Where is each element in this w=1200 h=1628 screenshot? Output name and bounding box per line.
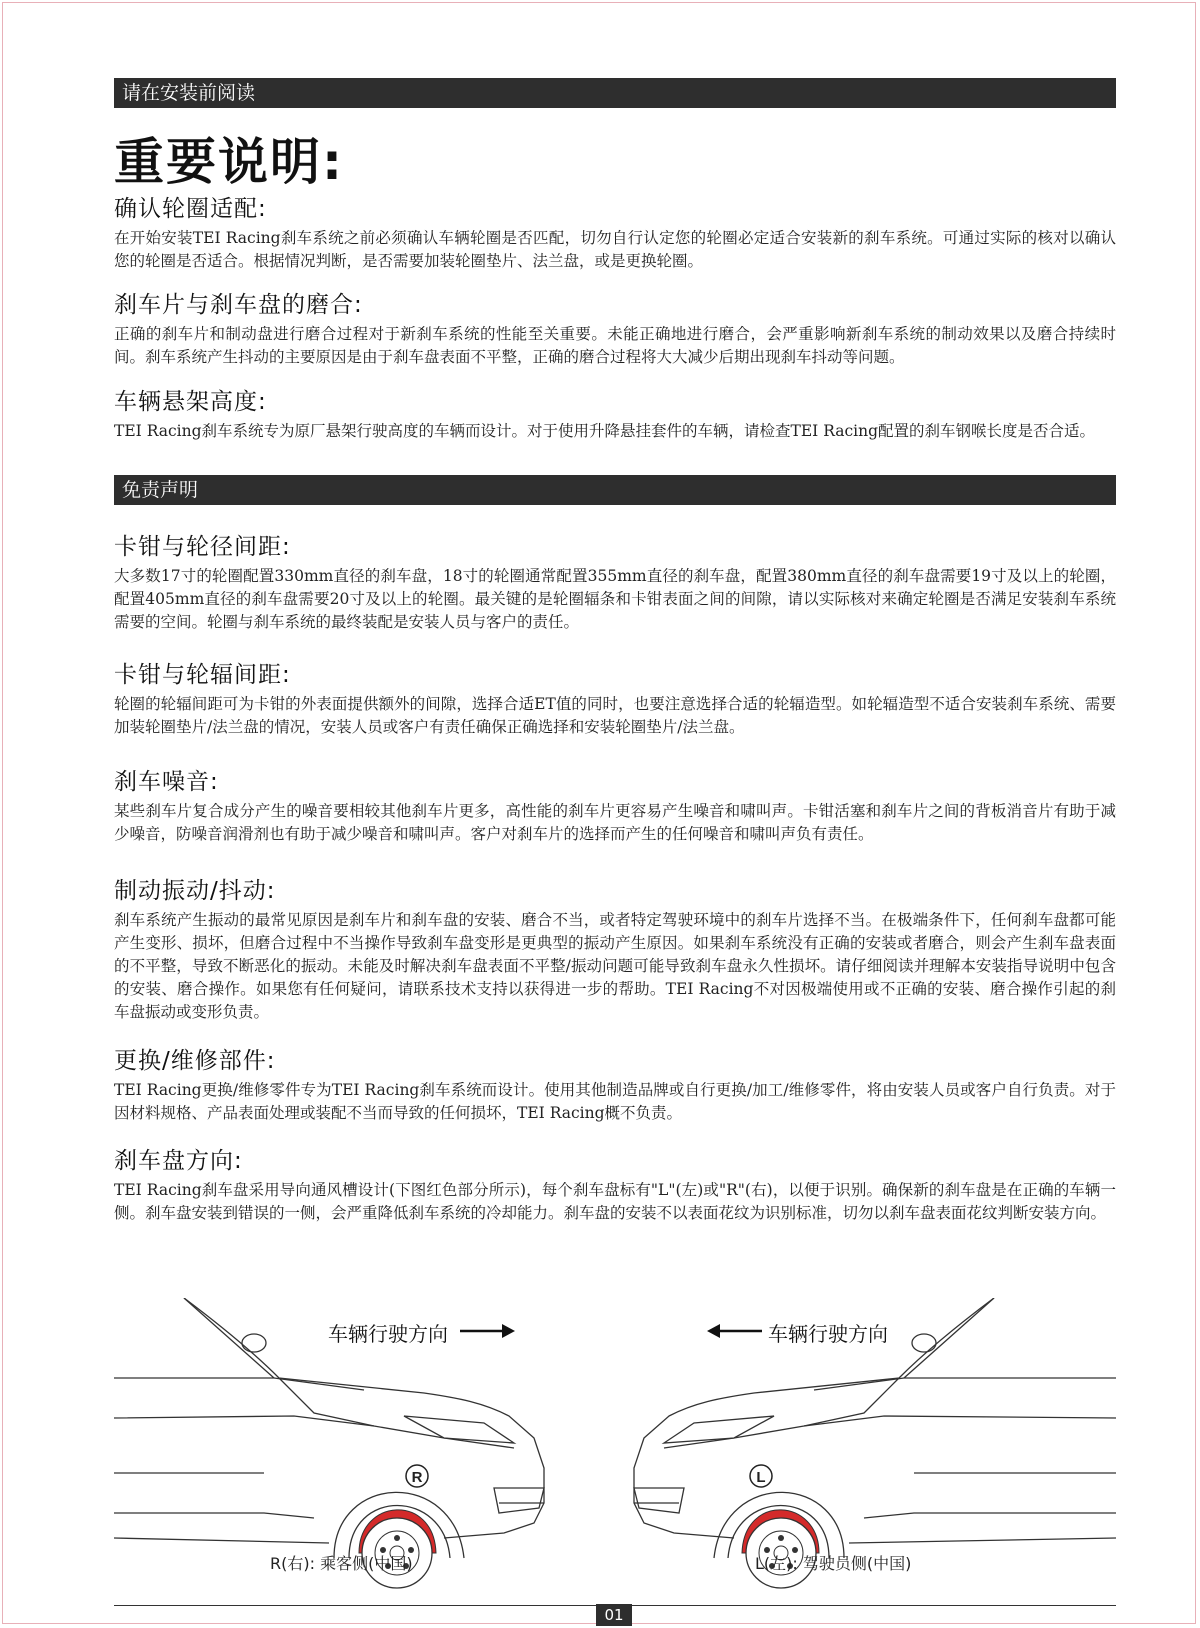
- rotor-direction-figure: [114, 1298, 1116, 1598]
- section-body: 在开始安装TEI Racing刹车系统之前必须确认车辆轮圈是否匹配，切勿自行认定您的轮圈必定适合安装新的刹车系统。可通过实际的核对以确认您的轮圈是否适合。根据情况判断，是否需要加装轮圈垫片、法兰盘，或是更换轮圈。: [114, 229, 1116, 270]
- section-title: 刹车噪音:: [114, 769, 219, 795]
- section-title: 车辆悬架高度:: [114, 389, 267, 415]
- section-body: TEI Racing刹车盘采用导向通风槽设计(下图红色部分所示)，每个刹车盘标有"L"(左)或"R"(右)，以便于识别。确保新的刹车盘是在正确的车辆一侧。刹车盘安装到错误的一侧，会严重降低刹车系统的冷却能力。刹车盘的安装不以表面花纹为识别标准，切勿以刹车盘表面花纹判断安装方向。: [114, 1181, 1116, 1222]
- section-caliper-spoke-clearance: [114, 656, 1116, 739]
- left-direction-label: 车辆行驶方向: [328, 1322, 448, 1346]
- section-body: TEI Racing更换/维修零件专为TEI Racing刹车系统而设计。使用其他制造品牌或自行更换/加工/维修零件，将由安装人员或客户自行负责。对于因材料规格、产品表面处理或装配不当而导致的任何损坏，TEI Racing概不负责。: [114, 1081, 1116, 1122]
- section-body: 刹车系统产生振动的最常见原因是刹车片和刹车盘的安装、磨合不当，或者特定驾驶环境中的刹车片选择不当。在极端条件下，任何刹车盘都可能产生变形、损坏，但磨合过程中不当操作导致刹车盘变形是更典型的振动产生原因。如果刹车系统没有正确的安装或者磨合，则会产生刹车盘表面的不平整，导致不断恶化的振动。未能及时解决刹车盘表面不平整/振动问题可能导致刹车盘永久性损坏。请仔细阅读并理解本安装指导说明中包含的安装、磨合操作。如果您有任何疑问，请联系技术支持以获得进一步的帮助。TEI Racing不对因极端使用或不正确的安装、磨合操作引起的刹车盘振动或变形负责。: [114, 911, 1116, 1021]
- page-title: 重要说明:: [114, 133, 344, 191]
- section-title: 卡钳与轮辐间距:: [114, 662, 291, 688]
- car-illustrations: [114, 1298, 1116, 1598]
- section-suspension-height: [114, 383, 1116, 443]
- section-bedding: [114, 286, 1116, 369]
- section-brake-noise: [114, 763, 1116, 846]
- header-bar-read-before-install: 请在安装前阅读: [114, 78, 1116, 108]
- page-number: 01: [596, 1604, 632, 1626]
- section-title: 刹车盘方向:: [114, 1148, 243, 1174]
- header-bar-disclaimer: 免责声明: [114, 475, 1116, 505]
- section-title: 更换/维修部件:: [114, 1048, 276, 1074]
- left-arrow-icon: [706, 1322, 762, 1340]
- section-title: 确认轮圈适配:: [114, 196, 267, 222]
- section-body: 大多数17寸的轮圈配置330mm直径的刹车盘，18寸的轮圈通常配置355mm直径的刹车盘，配置380mm直径的刹车盘需要19寸及以上的轮圈，配置405mm直径的刹车盘需要20寸及以上的轮圈。最关键的是轮圈辐条和卡钳表面之间的间隙，请以实际核对来确定轮圈是否满足安装刹车系统需要的空间。轮圈与刹车系统的最终装配是安装人员与客户的责任。: [114, 567, 1116, 631]
- section-brake-vibration: [114, 872, 1116, 1024]
- right-side-caption: R(右): 乘客侧(中国): [270, 1554, 413, 1573]
- right-rotor: [742, 1510, 819, 1588]
- section-body: 某些刹车片复合成分产生的噪音要相较其他刹车片更多，高性能的刹车片更容易产生噪音和啸叫声。卡钳活塞和刹车片之间的背板消音片有助于减少噪音，防噪音润滑剂也有助于减少噪音和啸叫声。客户对刹车片的选择而产生的任何噪音和啸叫声负有责任。: [114, 802, 1116, 843]
- section-body: 轮圈的轮辐间距可为卡钳的外表面提供额外的间隙，选择合适ET值的同时，也要注意选择合适的轮辐造型。如轮辐造型不适合安装刹车系统、需要加装轮圈垫片/法兰盘的情况，安装人员或客户有责任确保正确选择和安装轮圈垫片/法兰盘。: [114, 695, 1116, 736]
- section-rotor-direction: [114, 1142, 1116, 1225]
- section-title: 刹车片与刹车盘的磨合:: [114, 292, 363, 318]
- r-badge: R: [411, 1469, 423, 1486]
- section-caliper-wheel-clearance: [114, 528, 1116, 634]
- section-title: 制动振动/抖动:: [114, 878, 276, 904]
- l-badge: L: [756, 1469, 766, 1486]
- section-wheel-fit: [114, 190, 1116, 273]
- section-body: TEI Racing刹车系统专为原厂悬架行驶高度的车辆而设计。对于使用升降悬挂套件的车辆，请检查TEI Racing配置的刹车钢喉长度是否合适。: [114, 422, 1096, 440]
- left-side-caption: L(左): 驾驶员侧(中国): [755, 1554, 912, 1573]
- section-body: 正确的刹车片和制动盘进行磨合过程对于新刹车系统的性能至关重要。未能正确地进行磨合，会严重影响新刹车系统的制动效果以及磨合持续时间。刹车系统产生抖动的主要原因是由于刹车盘表面不平整，正确的磨合过程将大大减少后期出现刹车抖动等问题。: [114, 325, 1116, 366]
- right-arrow-icon: [460, 1322, 516, 1340]
- right-direction-label: 车辆行驶方向: [768, 1322, 888, 1346]
- section-replacement-parts: [114, 1042, 1116, 1125]
- section-title: 卡钳与轮径间距:: [114, 534, 291, 560]
- left-rotor: [359, 1510, 436, 1588]
